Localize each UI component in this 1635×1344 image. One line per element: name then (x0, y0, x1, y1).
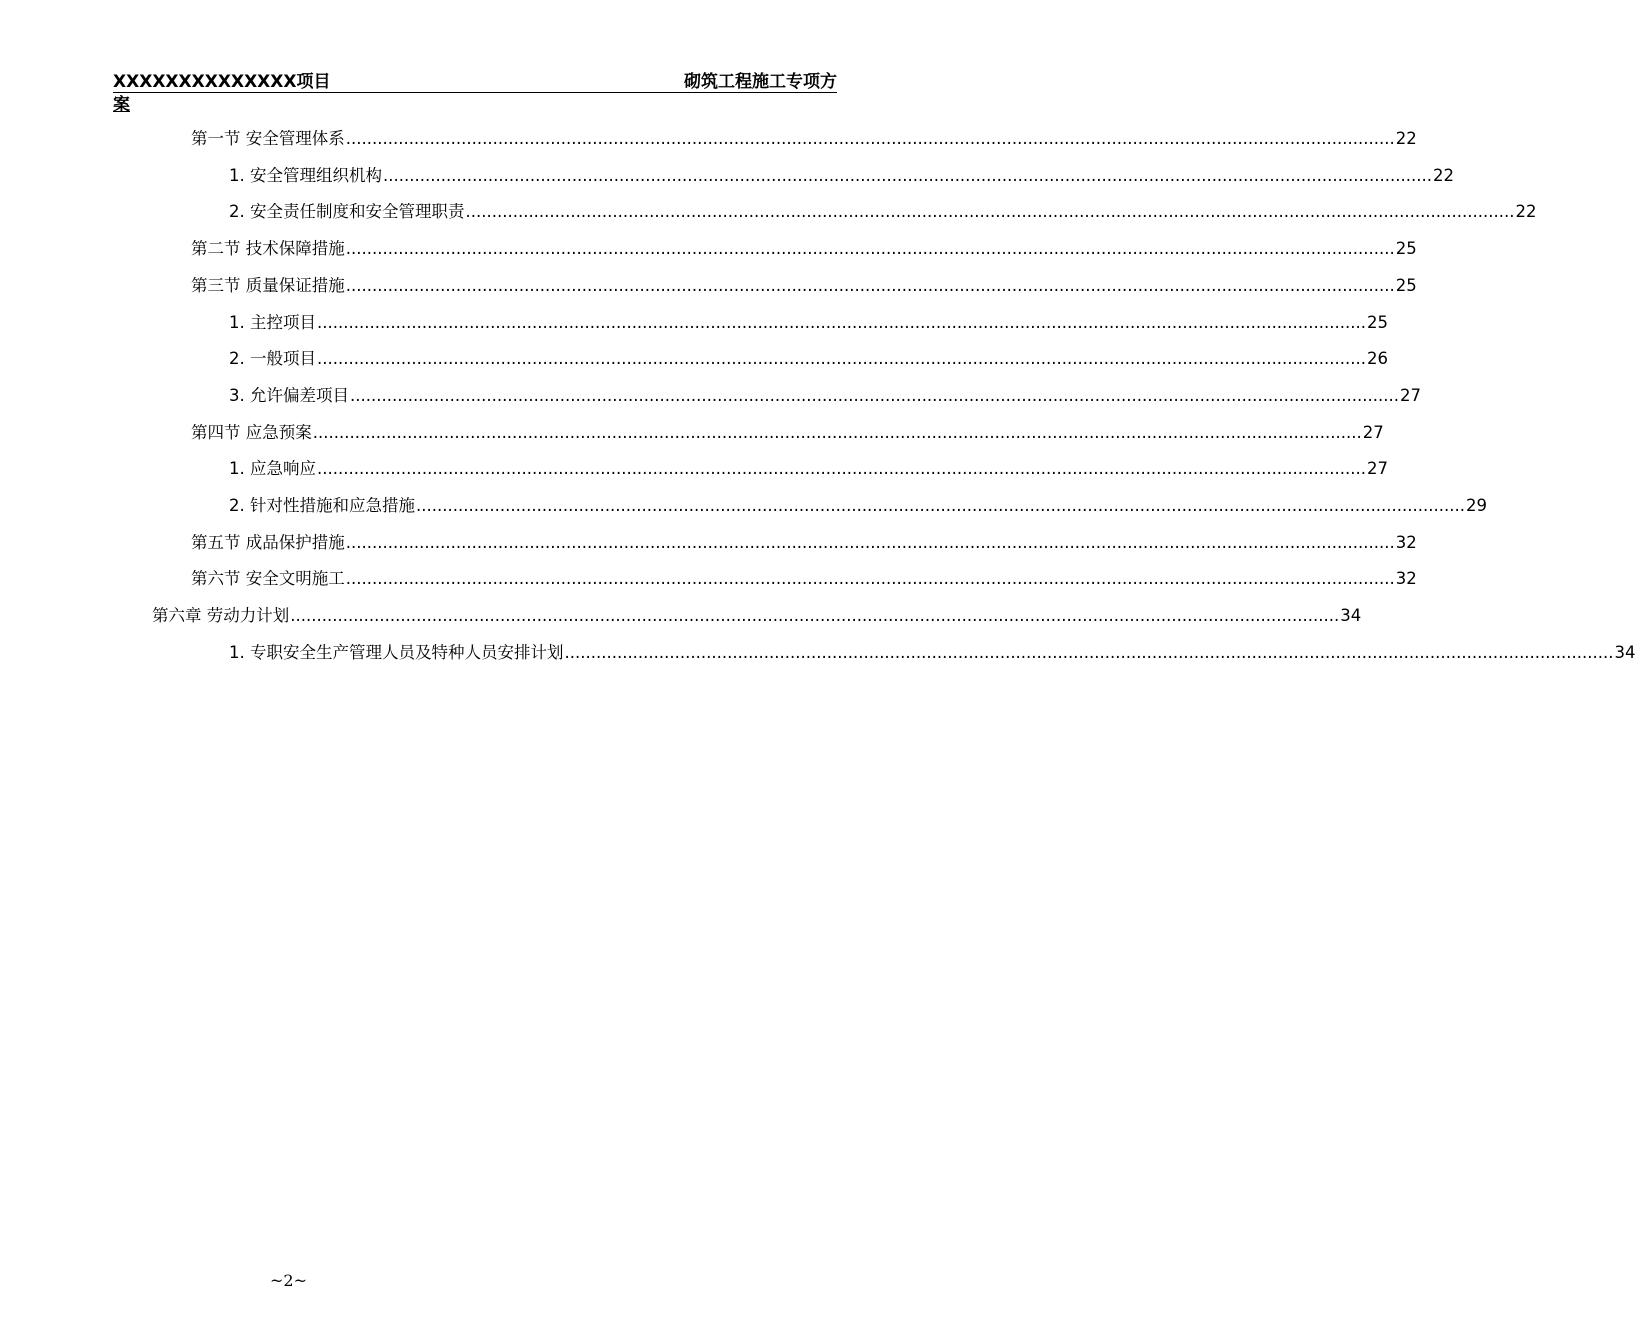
toc-entry-label: 1. 主控项目 (229, 312, 316, 332)
toc-entry-label: 第一节 安全管理体系 (191, 129, 345, 148)
toc-leader-dots: ........................................................................................................................................................................................................ (350, 385, 1399, 405)
toc-leader-dots: ........................................................................................................................................................................................................ (317, 312, 1366, 332)
toc-entry-label: 2. 安全责任制度和安全管理职责 (229, 202, 465, 222)
toc-entry-label: 1. 专职安全生产管理人员及特种人员安排计划 (229, 642, 564, 662)
toc-entry-page: 25 (1395, 275, 1417, 295)
toc-entry-label: 第二节 技术保障措施 (191, 239, 345, 259)
toc-entry-page: 34 (1614, 642, 1635, 662)
toc-entry-page: 29 (1465, 496, 1487, 515)
toc-leader-dots: ........................................................................................................................................................................................................ (345, 239, 1395, 259)
toc-entry-page: 27 (1362, 422, 1384, 442)
toc-entry[interactable] (229, 200, 1537, 224)
toc-entry-label: 第五节 成品保护措施 (191, 532, 345, 552)
page-header (113, 72, 837, 93)
toc-entry-page: 27 (1366, 459, 1388, 479)
toc-entry-label: 2. 一般项目 (229, 349, 316, 369)
header-document-title: 砌筑工程施工专项方 (684, 72, 837, 92)
toc-leader-dots: ........................................................................................................................................................................................................ (416, 496, 1465, 515)
toc-entry-label: 第六章 劳动力计划 (152, 606, 290, 626)
toc-entry[interactable] (229, 347, 1388, 371)
toc-entry-page: 22 (1432, 165, 1454, 185)
toc-leader-dots: ........................................................................................................................................................................................................ (312, 422, 1362, 442)
toc-leader-dots: ........................................................................................................................................................................................................ (383, 165, 1432, 185)
toc-entry[interactable] (229, 457, 1388, 481)
toc-entry-page: 22 (1515, 202, 1537, 222)
toc-entry[interactable] (191, 421, 1384, 445)
toc-leader-dots: ........................................................................................................................................................................................................ (345, 129, 1395, 148)
toc-leader-dots: ........................................................................................................................................................................................................ (345, 275, 1395, 295)
toc-entry-label: 2. 针对性措施和应急措施 (229, 496, 415, 515)
toc-entry-page: 25 (1366, 312, 1388, 332)
toc-entry[interactable] (191, 274, 1417, 298)
toc-entry-label: 3. 允许偏差项目 (229, 385, 349, 405)
toc-entry-label: 1. 安全管理组织机构 (229, 165, 382, 185)
header-project-name: XXXXXXXXXXXXXX项目 (113, 72, 331, 92)
toc-leader-dots: ........................................................................................................................................................................................................ (317, 459, 1366, 479)
toc-entry[interactable] (229, 311, 1388, 335)
toc-entry-label: 第三节 质量保证措施 (191, 275, 345, 295)
page-number: ~2~ (270, 1271, 307, 1290)
toc-entry-page: 32 (1395, 532, 1417, 552)
toc-leader-dots: ........................................................................................................................................................................................................ (317, 349, 1366, 369)
toc-leader-dots: ........................................................................................................................................................................................................ (564, 642, 1614, 662)
toc-entry[interactable] (191, 567, 1417, 591)
toc-entry[interactable] (229, 164, 1454, 188)
toc-entry-page: 34 (1340, 606, 1362, 626)
toc-entry-label: 第六节 安全文明施工 (191, 569, 345, 589)
toc-entry[interactable] (229, 494, 1487, 518)
toc-leader-dots: ........................................................................................................................................................................................................ (345, 569, 1395, 589)
toc-entry[interactable] (191, 531, 1417, 555)
toc-entry[interactable] (152, 604, 1362, 628)
toc-entry-page: 22 (1395, 129, 1417, 148)
toc-entry[interactable] (191, 127, 1417, 151)
toc-entry-page: 27 (1399, 385, 1421, 405)
toc-leader-dots: ........................................................................................................................................................................................................ (290, 606, 1340, 626)
header-document-title-continuation: 案 (113, 95, 130, 115)
toc-entry-page: 26 (1366, 349, 1388, 369)
toc-entry[interactable] (191, 237, 1417, 261)
toc-entry-page: 25 (1395, 239, 1417, 259)
toc-entry-label: 1. 应急响应 (229, 459, 316, 479)
toc-leader-dots: ........................................................................................................................................................................................................ (465, 202, 1515, 222)
toc-entry-page: 32 (1395, 569, 1417, 589)
toc-entry[interactable] (229, 384, 1421, 408)
toc-entry[interactable] (229, 641, 1635, 665)
toc-leader-dots: ........................................................................................................................................................................................................ (345, 532, 1395, 552)
toc-entry-label: 第四节 应急预案 (191, 422, 312, 442)
